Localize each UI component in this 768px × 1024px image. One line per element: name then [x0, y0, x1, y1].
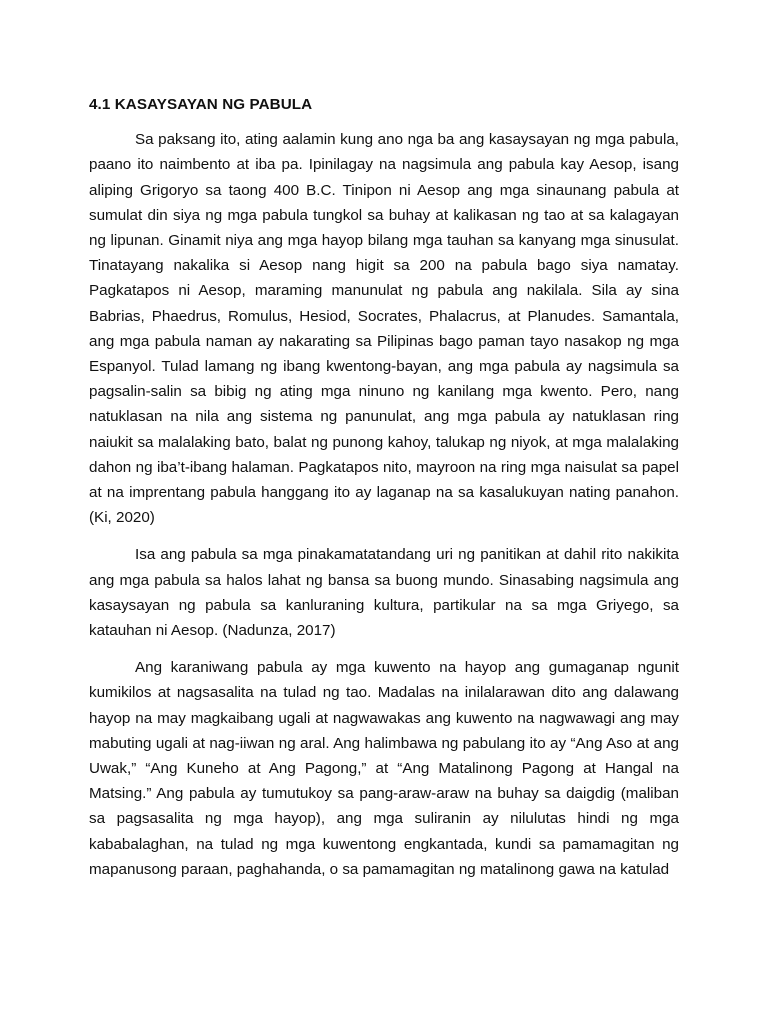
paragraph-typical-fable: Ang karaniwang pabula ay mga kuwento na hayop ang gumaganap ngunit kumikilos at nagsasalita na tulad ng tao. Madalas na inilalarawan dito ang dalawang hayop na may magkaibang ugali at nagwawakas ang kuwento na nagwawagi ang may mabuting ugali at nag-iiwan ng aral. Ang halimbawa ng pabulang ito ay “Ang Aso at ang Uwak,” “Ang Kuneho at Ang Pagong,” at “Ang Matalinong Pagong at Hangal na Matsing.” Ang pabula ay tumutukoy sa pang-araw-araw na buhay sa daigdig (maliban sa pagsasalita ng mga hayop), ang mga suliranin ay nilulutas hindi ng mga kababalaghan, na tulad ng mga kuwentong engkantada, kundi sa pamamagitan ng mapanusong paraan, paghahanda, o sa pamamagitan ng matalinong gawa na katulad: [89, 659, 679, 878]
document-body: [89, 92, 679, 894]
section-heading: 4.1 KASAYSAYAN NG PABULA: [89, 96, 313, 113]
paragraph-history: Sa paksang ito, ating aalamin kung ano nga ba ang kasaysayan ng mga pabula, paano ito naimbento at iba pa. Ipinilagay na nagsimula ang pabula kay Aesop, isang aliping Grigoryo sa taong 400 B.C. Tinipon ni Aesop ang mga sinaunang pabula at sumulat din siya ng mga pabula tungkol sa buhay at kalikasan ng tao at sa kalagayan ng lipunan. Ginamit niya ang mga hayop bilang mga tauhan sa kanyang mga sinusulat. Tinatayang nakalika si Aesop nang higit sa 200 na pabula bago siya namatay. Pagkatapos ni Aesop, maraming manunulat ng pabula ang nakilala. Sila ay sina Babrias, Phaedrus, Romulus, Hesiod, Socrates, Phalacrus, at Planudes. Samantala, ang mga pabula naman ay nakarating sa Pilipinas bago paman tayo nasakop ng mga Espanyol. Tulad lamang ng ibang kwentong-bayan, ang mga pabula ay nagsimula sa pagsalin-salin sa bibig ng ating mga ninuno ng kanilang mga kwento. Pero, nang natuklasan na nila ang sistema ng panunulat, ang mga pabula ay natuklasan ring naiukit sa malalaking bato, balat ng punong kahoy, talukap ng niyok, at mga malalaking dahon ng iba’t-ibang halaman. Pagkatapos nito, mayroon na ring mga naisulat sa papel at na imprentang pabula hanggang ito ay laganap na sa kasalukuyan nating panahon. (Ki, 2020): [89, 131, 679, 527]
paragraph-oldest-literature: Isa ang pabula sa mga pinakamatatandang uri ng panitikan at dahil rito nakikita ang mga pabula sa halos lahat ng bansa sa buong mundo. Sinasabing nagsimula ang kasaysayan ng pabula sa kanluraning kultura, partikular na sa mga Griyego, sa katauhan ni Aesop. (Nadunza, 2017): [89, 546, 679, 640]
